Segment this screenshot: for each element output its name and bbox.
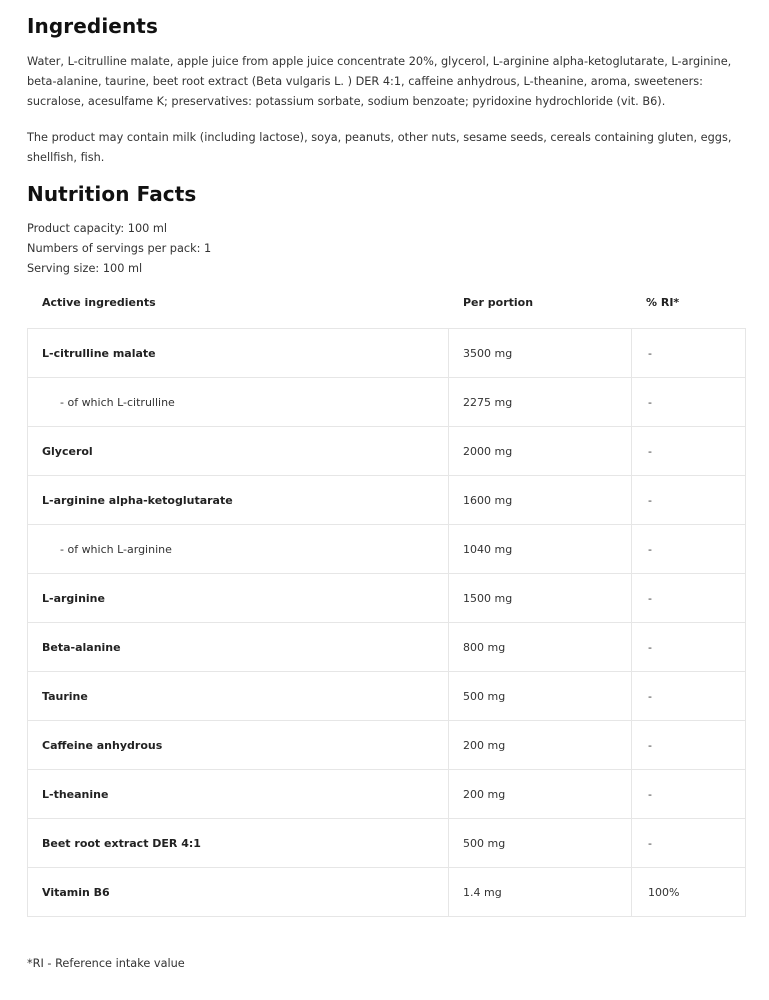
- product-info: [27, 219, 211, 279]
- ingredient-name: Taurine: [28, 672, 449, 721]
- nutrition-title: Nutrition Facts: [27, 182, 197, 206]
- ri-value: -: [632, 525, 746, 574]
- ingredient-name: L-arginine alpha-ketoglutarate: [28, 476, 449, 525]
- per-portion-value: 200 mg: [449, 721, 632, 770]
- ri-value: -: [632, 427, 746, 476]
- per-portion-value: 2000 mg: [449, 427, 632, 476]
- table-row: [28, 770, 746, 819]
- ri-value: -: [632, 623, 746, 672]
- table-row: [28, 378, 746, 427]
- ri-value: -: [632, 770, 746, 819]
- ri-value: -: [632, 721, 746, 770]
- ingredient-name: L-arginine: [28, 574, 449, 623]
- ingredient-name: L-citrulline malate: [28, 329, 449, 378]
- serving-size: Serving size: 100 ml: [27, 262, 143, 275]
- ri-value: -: [632, 574, 746, 623]
- per-portion-value: 2275 mg: [449, 378, 632, 427]
- table-row: [28, 476, 746, 525]
- nutrition-table: [27, 328, 746, 917]
- ingredient-name: - of which L-citrulline: [28, 378, 449, 427]
- table-row: [28, 525, 746, 574]
- ri-value: -: [632, 476, 746, 525]
- table-row: [28, 819, 746, 868]
- ri-value: -: [632, 378, 746, 427]
- per-portion-value: 3500 mg: [449, 329, 632, 378]
- allergen-text: The product may contain milk (including lactose), soya, peanuts, other nuts, sesame seeds, cereals containing gluten, eggs, shellfish, fish.: [27, 131, 732, 164]
- per-portion-value: 500 mg: [449, 672, 632, 721]
- servings-per-pack: Numbers of servings per pack: 1: [27, 242, 212, 255]
- ingredient-name: L-theanine: [28, 770, 449, 819]
- product-capacity: Product capacity: 100 ml: [27, 222, 168, 235]
- per-portion-value: 800 mg: [449, 623, 632, 672]
- header-per-portion: Per portion: [463, 296, 534, 309]
- table-row: [28, 672, 746, 721]
- ingredient-name: - of which L-arginine: [28, 525, 449, 574]
- ri-value: -: [632, 672, 746, 721]
- table-row: [28, 427, 746, 476]
- ri-value: 100%: [632, 868, 746, 917]
- ingredient-name: Caffeine anhydrous: [28, 721, 449, 770]
- ingredient-name: Beet root extract DER 4:1: [28, 819, 449, 868]
- table-row: [28, 574, 746, 623]
- ingredient-name: Vitamin B6: [28, 868, 449, 917]
- per-portion-value: 1500 mg: [449, 574, 632, 623]
- per-portion-value: 1600 mg: [449, 476, 632, 525]
- per-portion-value: 200 mg: [449, 770, 632, 819]
- table-row: [28, 623, 746, 672]
- per-portion-value: 500 mg: [449, 819, 632, 868]
- ri-value: -: [632, 819, 746, 868]
- table-row: [28, 868, 746, 917]
- per-portion-value: 1040 mg: [449, 525, 632, 574]
- ingredients-text: Water, L-citrulline malate, apple juice from apple juice concentrate 20%, glycerol, L-arginine alpha-ketoglutarate, L-arginine, beta-alanine, taurine, beet root extract (Beta vulgaris L. ) DER 4:1, caffeine anhydrous, L-theanine, aroma, sweeteners: sucralose, acesulfame K; preservatives: potassium sorbate, sodium benzoate; pyridoxine hydrochloride (vit. B6).: [27, 55, 732, 108]
- ri-value: -: [632, 329, 746, 378]
- header-ri: % RI*: [646, 296, 680, 309]
- table-row: [28, 721, 746, 770]
- ingredients-title: Ingredients: [27, 14, 158, 38]
- ingredient-name: Beta-alanine: [28, 623, 449, 672]
- per-portion-value: 1.4 mg: [449, 868, 632, 917]
- footnote: *RI - Reference intake value: [27, 957, 185, 970]
- ingredient-name: Glycerol: [28, 427, 449, 476]
- table-row: [28, 329, 746, 378]
- header-active-ingredients: Active ingredients: [42, 296, 156, 309]
